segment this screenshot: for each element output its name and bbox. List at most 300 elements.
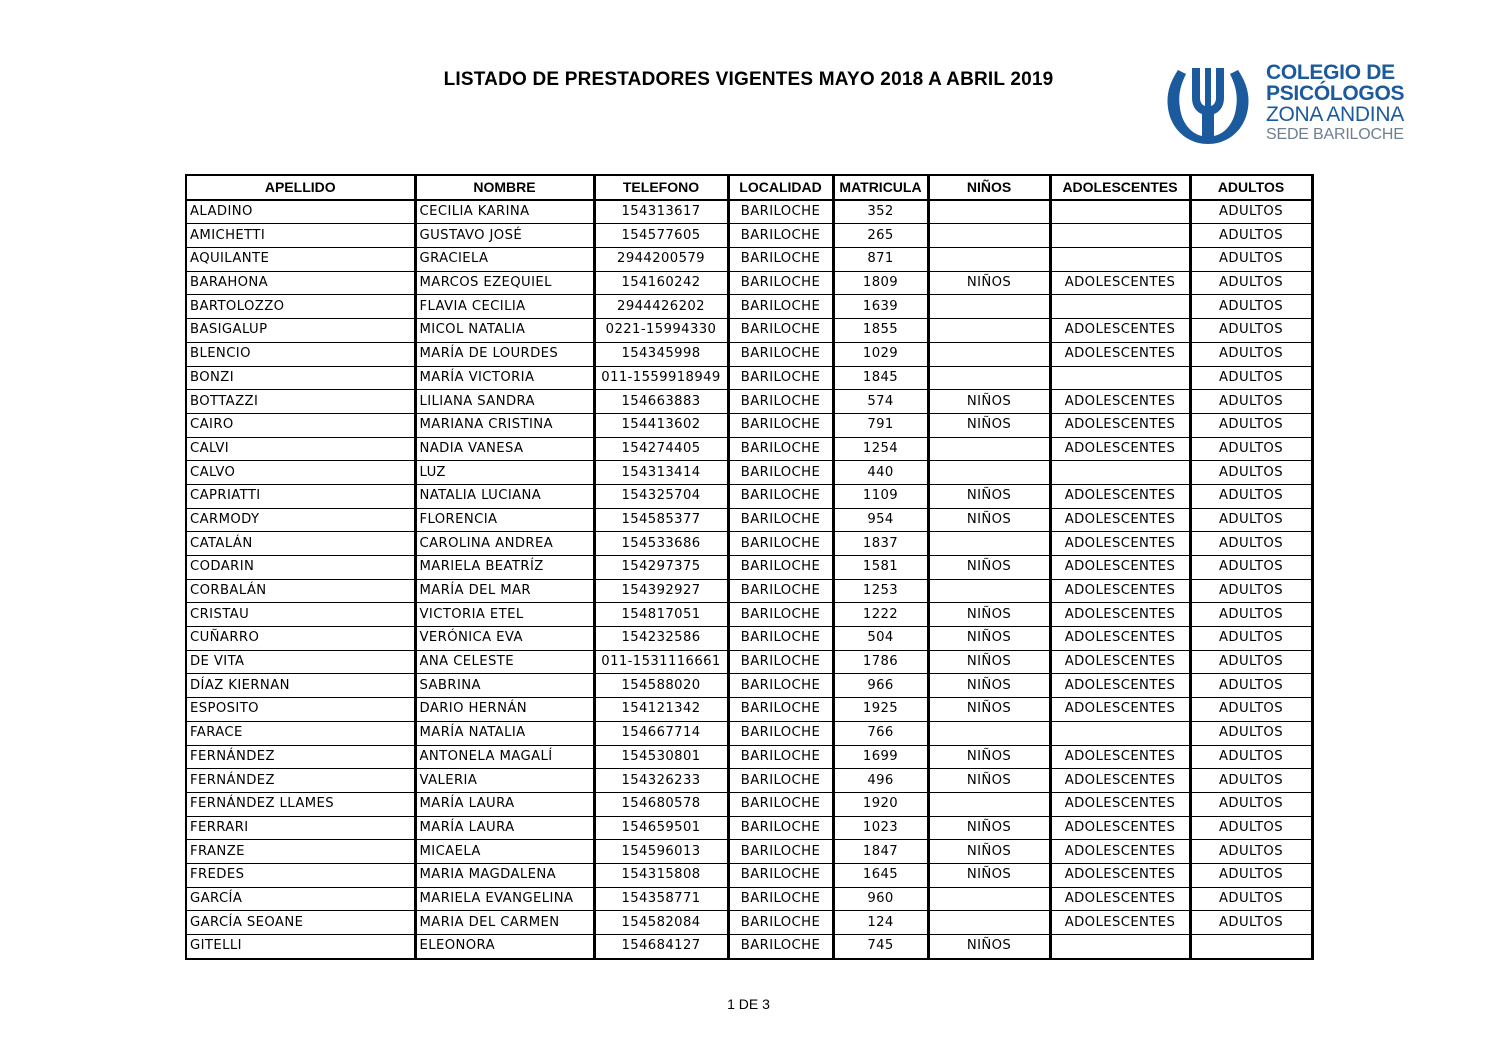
cell-adolescentes: ADOLESCENTES (1050, 887, 1190, 911)
page-title: LISTADO DE PRESTADORES VIGENTES MAYO 2018 A ABRIL 2019 (443, 69, 1054, 90)
cell-localidad: BARILOCHE (728, 437, 833, 461)
cell-nombre: VERÓNICA EVA (415, 627, 594, 651)
cell-nombre: ANTONELA MAGALÍ (415, 745, 594, 769)
cell-telefono: 2944426202 (594, 295, 728, 319)
cell-matricula: 1109 (833, 484, 928, 508)
table-row (186, 863, 1312, 887)
column-header-matricula: MATRICULA (833, 175, 928, 200)
cell-adultos: ADULTOS (1190, 224, 1312, 248)
cell-telefono: 154659501 (594, 816, 728, 840)
cell-localidad: BARILOCHE (728, 935, 833, 959)
cell-matricula: 966 (833, 674, 928, 698)
cell-adultos: ADULTOS (1190, 532, 1312, 556)
cell-localidad: BARILOCHE (728, 816, 833, 840)
table-row (186, 413, 1312, 437)
cell-matricula: 440 (833, 461, 928, 485)
cell-apellido: CUÑARRO (186, 627, 415, 651)
cell-adultos: ADULTOS (1190, 366, 1312, 390)
cell-ninos (928, 295, 1050, 319)
table-row (186, 935, 1312, 959)
cell-nombre: MARIA MAGDALENA (415, 863, 594, 887)
cell-adolescentes: ADOLESCENTES (1050, 556, 1190, 580)
table-row (186, 745, 1312, 769)
cell-adolescentes (1050, 200, 1190, 224)
cell-localidad: BARILOCHE (728, 248, 833, 272)
cell-apellido: FRANZE (186, 840, 415, 864)
cell-adultos: ADULTOS (1190, 721, 1312, 745)
cell-nombre: MARÍA VICTORIA (415, 366, 594, 390)
cell-apellido: FERNÁNDEZ LLAMES (186, 792, 415, 816)
cell-nombre: VICTORIA ETEL (415, 603, 594, 627)
cell-matricula: 1925 (833, 698, 928, 722)
cell-matricula: 871 (833, 248, 928, 272)
cell-nombre: MARIELA BEATRÍZ (415, 556, 594, 580)
cell-adolescentes: ADOLESCENTES (1050, 484, 1190, 508)
cell-adolescentes: ADOLESCENTES (1050, 863, 1190, 887)
cell-adultos: ADULTOS (1190, 627, 1312, 651)
table-row (186, 698, 1312, 722)
cell-matricula: 1920 (833, 792, 928, 816)
cell-apellido: DÍAZ KIERNAN (186, 674, 415, 698)
cell-ninos (928, 342, 1050, 366)
table-row (186, 200, 1312, 224)
table-row (186, 840, 1312, 864)
table-row (186, 484, 1312, 508)
cell-matricula: 496 (833, 769, 928, 793)
cell-localidad: BARILOCHE (728, 271, 833, 295)
column-header-telefono: TELEFONO (594, 175, 728, 200)
cell-apellido: AQUILANTE (186, 248, 415, 272)
cell-localidad: BARILOCHE (728, 721, 833, 745)
cell-ninos: NIÑOS (928, 769, 1050, 793)
cell-localidad: BARILOCHE (728, 556, 833, 580)
cell-matricula: 954 (833, 508, 928, 532)
cell-adultos: ADULTOS (1190, 863, 1312, 887)
cell-localidad: BARILOCHE (728, 461, 833, 485)
cell-ninos: NIÑOS (928, 863, 1050, 887)
cell-adultos: ADULTOS (1190, 579, 1312, 603)
cell-telefono: 154817051 (594, 603, 728, 627)
cell-apellido: AMICHETTI (186, 224, 415, 248)
cell-localidad: BARILOCHE (728, 342, 833, 366)
cell-matricula: 1847 (833, 840, 928, 864)
cell-adultos: ADULTOS (1190, 484, 1312, 508)
cell-localidad: BARILOCHE (728, 579, 833, 603)
cell-adultos: ADULTOS (1190, 437, 1312, 461)
cell-adolescentes: ADOLESCENTES (1050, 319, 1190, 343)
cell-telefono: 2944200579 (594, 248, 728, 272)
cell-adolescentes (1050, 295, 1190, 319)
cell-localidad: BARILOCHE (728, 674, 833, 698)
cell-adolescentes: ADOLESCENTES (1050, 627, 1190, 651)
cell-localidad: BARILOCHE (728, 200, 833, 224)
cell-localidad: BARILOCHE (728, 627, 833, 651)
cell-apellido: FREDES (186, 863, 415, 887)
logo-line-2: PSICÓLOGOS (1266, 82, 1405, 105)
cell-apellido: BONZI (186, 366, 415, 390)
table-row (186, 816, 1312, 840)
cell-matricula: 745 (833, 935, 928, 959)
cell-nombre: GRACIELA (415, 248, 594, 272)
column-header-apellido: APELLIDO (186, 175, 415, 200)
page-number: 1 DE 3 (727, 996, 770, 1012)
cell-ninos: NIÑOS (928, 556, 1050, 580)
table-row (186, 579, 1312, 603)
cell-adolescentes: ADOLESCENTES (1050, 603, 1190, 627)
cell-matricula: 1023 (833, 816, 928, 840)
cell-ninos (928, 319, 1050, 343)
cell-nombre: VALERIA (415, 769, 594, 793)
cell-adultos: ADULTOS (1190, 556, 1312, 580)
cell-telefono: 154274405 (594, 437, 728, 461)
cell-nombre: DARIO HERNÁN (415, 698, 594, 722)
cell-ninos: NIÑOS (928, 413, 1050, 437)
cell-adultos: ADULTOS (1190, 769, 1312, 793)
cell-adolescentes: ADOLESCENTES (1050, 698, 1190, 722)
column-header-adolescentes: ADOLESCENTES (1050, 175, 1190, 200)
cell-telefono: 154326233 (594, 769, 728, 793)
cell-nombre: SABRINA (415, 674, 594, 698)
cell-ninos (928, 911, 1050, 935)
cell-nombre: MARCOS EZEQUIEL (415, 271, 594, 295)
cell-nombre: CAROLINA ANDREA (415, 532, 594, 556)
table-row (186, 390, 1312, 414)
cell-telefono: 154533686 (594, 532, 728, 556)
table-row (186, 674, 1312, 698)
column-header-localidad: LOCALIDAD (728, 175, 833, 200)
cell-telefono: 011-1559918949 (594, 366, 728, 390)
cell-ninos: NIÑOS (928, 698, 1050, 722)
table-row (186, 887, 1312, 911)
cell-telefono: 154121342 (594, 698, 728, 722)
cell-adolescentes (1050, 461, 1190, 485)
cell-matricula: 1645 (833, 863, 928, 887)
cell-apellido: CALVO (186, 461, 415, 485)
cell-adolescentes: ADOLESCENTES (1050, 508, 1190, 532)
cell-telefono: 154315808 (594, 863, 728, 887)
cell-localidad: BARILOCHE (728, 863, 833, 887)
cell-adultos: ADULTOS (1190, 508, 1312, 532)
cell-nombre: MARIELA EVANGELINA (415, 887, 594, 911)
cell-adolescentes: ADOLESCENTES (1050, 650, 1190, 674)
cell-matricula: 1699 (833, 745, 928, 769)
cell-matricula: 265 (833, 224, 928, 248)
table-row (186, 556, 1312, 580)
table-row (186, 911, 1312, 935)
logo-text (1266, 62, 1404, 144)
cell-apellido: BARTOLOZZO (186, 295, 415, 319)
cell-ninos (928, 721, 1050, 745)
cell-apellido: CORBALÁN (186, 579, 415, 603)
cell-matricula: 1029 (833, 342, 928, 366)
cell-adultos: ADULTOS (1190, 840, 1312, 864)
cell-ninos: NIÑOS (928, 650, 1050, 674)
cell-localidad: BARILOCHE (728, 911, 833, 935)
cell-nombre: LILIANA SANDRA (415, 390, 594, 414)
cell-nombre: FLAVIA CECILIA (415, 295, 594, 319)
cell-adolescentes: ADOLESCENTES (1050, 674, 1190, 698)
cell-localidad: BARILOCHE (728, 603, 833, 627)
table-row (186, 627, 1312, 651)
header-row (186, 175, 1312, 200)
cell-adultos: ADULTOS (1190, 698, 1312, 722)
cell-ninos: NIÑOS (928, 627, 1050, 651)
table-row (186, 721, 1312, 745)
table-header (186, 175, 1312, 200)
cell-adolescentes: ADOLESCENTES (1050, 840, 1190, 864)
cell-localidad: BARILOCHE (728, 650, 833, 674)
cell-matricula: 1855 (833, 319, 928, 343)
cell-adultos: ADULTOS (1190, 248, 1312, 272)
cell-nombre: ELEONORA (415, 935, 594, 959)
cell-adolescentes: ADOLESCENTES (1050, 532, 1190, 556)
cell-ninos: NIÑOS (928, 816, 1050, 840)
cell-ninos (928, 366, 1050, 390)
cell-nombre: MICOL NATALIA (415, 319, 594, 343)
cell-apellido: DE VITA (186, 650, 415, 674)
cell-adolescentes: ADOLESCENTES (1050, 911, 1190, 935)
cell-adolescentes (1050, 721, 1190, 745)
cell-localidad: BARILOCHE (728, 532, 833, 556)
cell-ninos: NIÑOS (928, 484, 1050, 508)
cell-adultos: ADULTOS (1190, 200, 1312, 224)
cell-telefono: 154585377 (594, 508, 728, 532)
cell-adultos: ADULTOS (1190, 390, 1312, 414)
cell-adultos: ADULTOS (1190, 603, 1312, 627)
cell-adultos: ADULTOS (1190, 342, 1312, 366)
cell-adolescentes: ADOLESCENTES (1050, 342, 1190, 366)
cell-adultos: ADULTOS (1190, 792, 1312, 816)
cell-localidad: BARILOCHE (728, 792, 833, 816)
cell-matricula: 1253 (833, 579, 928, 603)
cell-telefono: 154358771 (594, 887, 728, 911)
cell-ninos: NIÑOS (928, 271, 1050, 295)
cell-localidad: BARILOCHE (728, 508, 833, 532)
cell-matricula: 574 (833, 390, 928, 414)
cell-adolescentes: ADOLESCENTES (1050, 745, 1190, 769)
cell-localidad: BARILOCHE (728, 887, 833, 911)
cell-localidad: BARILOCHE (728, 390, 833, 414)
cell-apellido: BOTTAZZI (186, 390, 415, 414)
cell-matricula: 1639 (833, 295, 928, 319)
cell-ninos: NIÑOS (928, 745, 1050, 769)
cell-adolescentes: ADOLESCENTES (1050, 437, 1190, 461)
cell-nombre: MICAELA (415, 840, 594, 864)
table-row (186, 342, 1312, 366)
cell-localidad: BARILOCHE (728, 295, 833, 319)
cell-ninos: NIÑOS (928, 390, 1050, 414)
cell-nombre: MARÍA LAURA (415, 816, 594, 840)
cell-nombre: NATALIA LUCIANA (415, 484, 594, 508)
table-row (186, 295, 1312, 319)
cell-telefono: 154297375 (594, 556, 728, 580)
cell-nombre: NADIA VANESA (415, 437, 594, 461)
cell-nombre: MARIANA CRISTINA (415, 413, 594, 437)
cell-telefono: 154582084 (594, 911, 728, 935)
cell-apellido: BLENCIO (186, 342, 415, 366)
table-row (186, 769, 1312, 793)
column-header-ninos: NIÑOS (928, 175, 1050, 200)
cell-adolescentes (1050, 935, 1190, 959)
cell-matricula: 1809 (833, 271, 928, 295)
cell-telefono: 154392927 (594, 579, 728, 603)
cell-telefono: 154684127 (594, 935, 728, 959)
cell-ninos: NIÑOS (928, 603, 1050, 627)
cell-adolescentes: ADOLESCENTES (1050, 579, 1190, 603)
logo-line-3: ZONA ANDINA (1266, 103, 1404, 126)
cell-apellido: BASIGALUP (186, 319, 415, 343)
cell-nombre: GUSTAVO JOSÉ (415, 224, 594, 248)
cell-telefono: 154667714 (594, 721, 728, 745)
cell-telefono: 011-1531116661 (594, 650, 728, 674)
table-row (186, 271, 1312, 295)
cell-matricula: 1786 (833, 650, 928, 674)
cell-adultos (1190, 935, 1312, 959)
cell-nombre: MARÍA NATALIA (415, 721, 594, 745)
table-row (186, 437, 1312, 461)
cell-nombre: MARÍA DE LOURDES (415, 342, 594, 366)
logo-line-4: SEDE BARILOCHE (1266, 126, 1404, 143)
table-row (186, 532, 1312, 556)
cell-adolescentes: ADOLESCENTES (1050, 413, 1190, 437)
cell-apellido: CALVI (186, 437, 415, 461)
cell-telefono: 0221-15994330 (594, 319, 728, 343)
cell-telefono: 154232586 (594, 627, 728, 651)
table-row (186, 248, 1312, 272)
cell-nombre: MARÍA DEL MAR (415, 579, 594, 603)
cell-apellido: ESPOSITO (186, 698, 415, 722)
cell-matricula: 352 (833, 200, 928, 224)
cell-matricula: 766 (833, 721, 928, 745)
cell-adolescentes: ADOLESCENTES (1050, 390, 1190, 414)
cell-telefono: 154530801 (594, 745, 728, 769)
cell-apellido: GARCÍA (186, 887, 415, 911)
cell-apellido: FARACE (186, 721, 415, 745)
cell-apellido: CARMODY (186, 508, 415, 532)
cell-telefono: 154313617 (594, 200, 728, 224)
cell-adultos: ADULTOS (1190, 674, 1312, 698)
cell-localidad: BARILOCHE (728, 319, 833, 343)
cell-apellido: CRISTAU (186, 603, 415, 627)
cell-ninos: NIÑOS (928, 674, 1050, 698)
cell-adultos: ADULTOS (1190, 461, 1312, 485)
cell-matricula: 960 (833, 887, 928, 911)
cell-adolescentes (1050, 366, 1190, 390)
cell-apellido: FERNÁNDEZ (186, 745, 415, 769)
cell-adultos: ADULTOS (1190, 911, 1312, 935)
cell-apellido: CAPRIATTI (186, 484, 415, 508)
cell-apellido: ALADINO (186, 200, 415, 224)
cell-apellido: CATALÁN (186, 532, 415, 556)
cell-ninos (928, 532, 1050, 556)
column-header-nombre: NOMBRE (415, 175, 594, 200)
cell-ninos (928, 200, 1050, 224)
cell-localidad: BARILOCHE (728, 413, 833, 437)
cell-adolescentes (1050, 224, 1190, 248)
cell-ninos: NIÑOS (928, 840, 1050, 864)
cell-apellido: FERNÁNDEZ (186, 769, 415, 793)
cell-matricula: 124 (833, 911, 928, 935)
table-row (186, 319, 1312, 343)
cell-adultos: ADULTOS (1190, 650, 1312, 674)
cell-ninos: NIÑOS (928, 935, 1050, 959)
providers-table (185, 174, 1314, 960)
cell-nombre: LUZ (415, 461, 594, 485)
cell-apellido: FERRARI (186, 816, 415, 840)
cell-ninos (928, 579, 1050, 603)
cell-adultos: ADULTOS (1190, 319, 1312, 343)
cell-ninos (928, 792, 1050, 816)
cell-adolescentes: ADOLESCENTES (1050, 769, 1190, 793)
cell-localidad: BARILOCHE (728, 366, 833, 390)
cell-telefono: 154313414 (594, 461, 728, 485)
cell-nombre: MARÍA LAURA (415, 792, 594, 816)
cell-telefono: 154413602 (594, 413, 728, 437)
cell-matricula: 1222 (833, 603, 928, 627)
cell-localidad: BARILOCHE (728, 698, 833, 722)
cell-telefono: 154588020 (594, 674, 728, 698)
cell-apellido: BARAHONA (186, 271, 415, 295)
organization-logo (1158, 62, 1403, 154)
cell-adolescentes (1050, 248, 1190, 272)
cell-apellido: CAIRO (186, 413, 415, 437)
cell-matricula: 1845 (833, 366, 928, 390)
cell-adolescentes: ADOLESCENTES (1050, 271, 1190, 295)
logo-line-1: COLEGIO DE (1266, 61, 1395, 84)
cell-matricula: 504 (833, 627, 928, 651)
cell-apellido: GARCÍA SEOANE (186, 911, 415, 935)
table-row (186, 792, 1312, 816)
cell-localidad: BARILOCHE (728, 769, 833, 793)
cell-apellido: GITELLI (186, 935, 415, 959)
cell-matricula: 1254 (833, 437, 928, 461)
cell-telefono: 154663883 (594, 390, 728, 414)
cell-matricula: 791 (833, 413, 928, 437)
cell-telefono: 154596013 (594, 840, 728, 864)
cell-localidad: BARILOCHE (728, 840, 833, 864)
cell-telefono: 154680578 (594, 792, 728, 816)
cell-ninos (928, 248, 1050, 272)
cell-telefono: 154325704 (594, 484, 728, 508)
cell-telefono: 154160242 (594, 271, 728, 295)
table-row (186, 461, 1312, 485)
cell-matricula: 1837 (833, 532, 928, 556)
cell-apellido: CODARIN (186, 556, 415, 580)
psi-logo-icon (1158, 64, 1256, 152)
cell-localidad: BARILOCHE (728, 224, 833, 248)
table-row (186, 366, 1312, 390)
cell-nombre: FLORENCIA (415, 508, 594, 532)
cell-localidad: BARILOCHE (728, 745, 833, 769)
cell-adultos: ADULTOS (1190, 413, 1312, 437)
cell-adultos: ADULTOS (1190, 816, 1312, 840)
table-row (186, 224, 1312, 248)
cell-adolescentes: ADOLESCENTES (1050, 816, 1190, 840)
cell-adultos: ADULTOS (1190, 295, 1312, 319)
cell-ninos (928, 224, 1050, 248)
cell-telefono: 154577605 (594, 224, 728, 248)
table-row (186, 603, 1312, 627)
cell-ninos (928, 437, 1050, 461)
cell-nombre: MARIA DEL CARMEN (415, 911, 594, 935)
cell-adultos: ADULTOS (1190, 271, 1312, 295)
cell-matricula: 1581 (833, 556, 928, 580)
cell-adultos: ADULTOS (1190, 745, 1312, 769)
cell-ninos (928, 461, 1050, 485)
table-body (186, 200, 1312, 959)
cell-nombre: ANA CELESTE (415, 650, 594, 674)
column-header-adultos: ADULTOS (1190, 175, 1312, 200)
